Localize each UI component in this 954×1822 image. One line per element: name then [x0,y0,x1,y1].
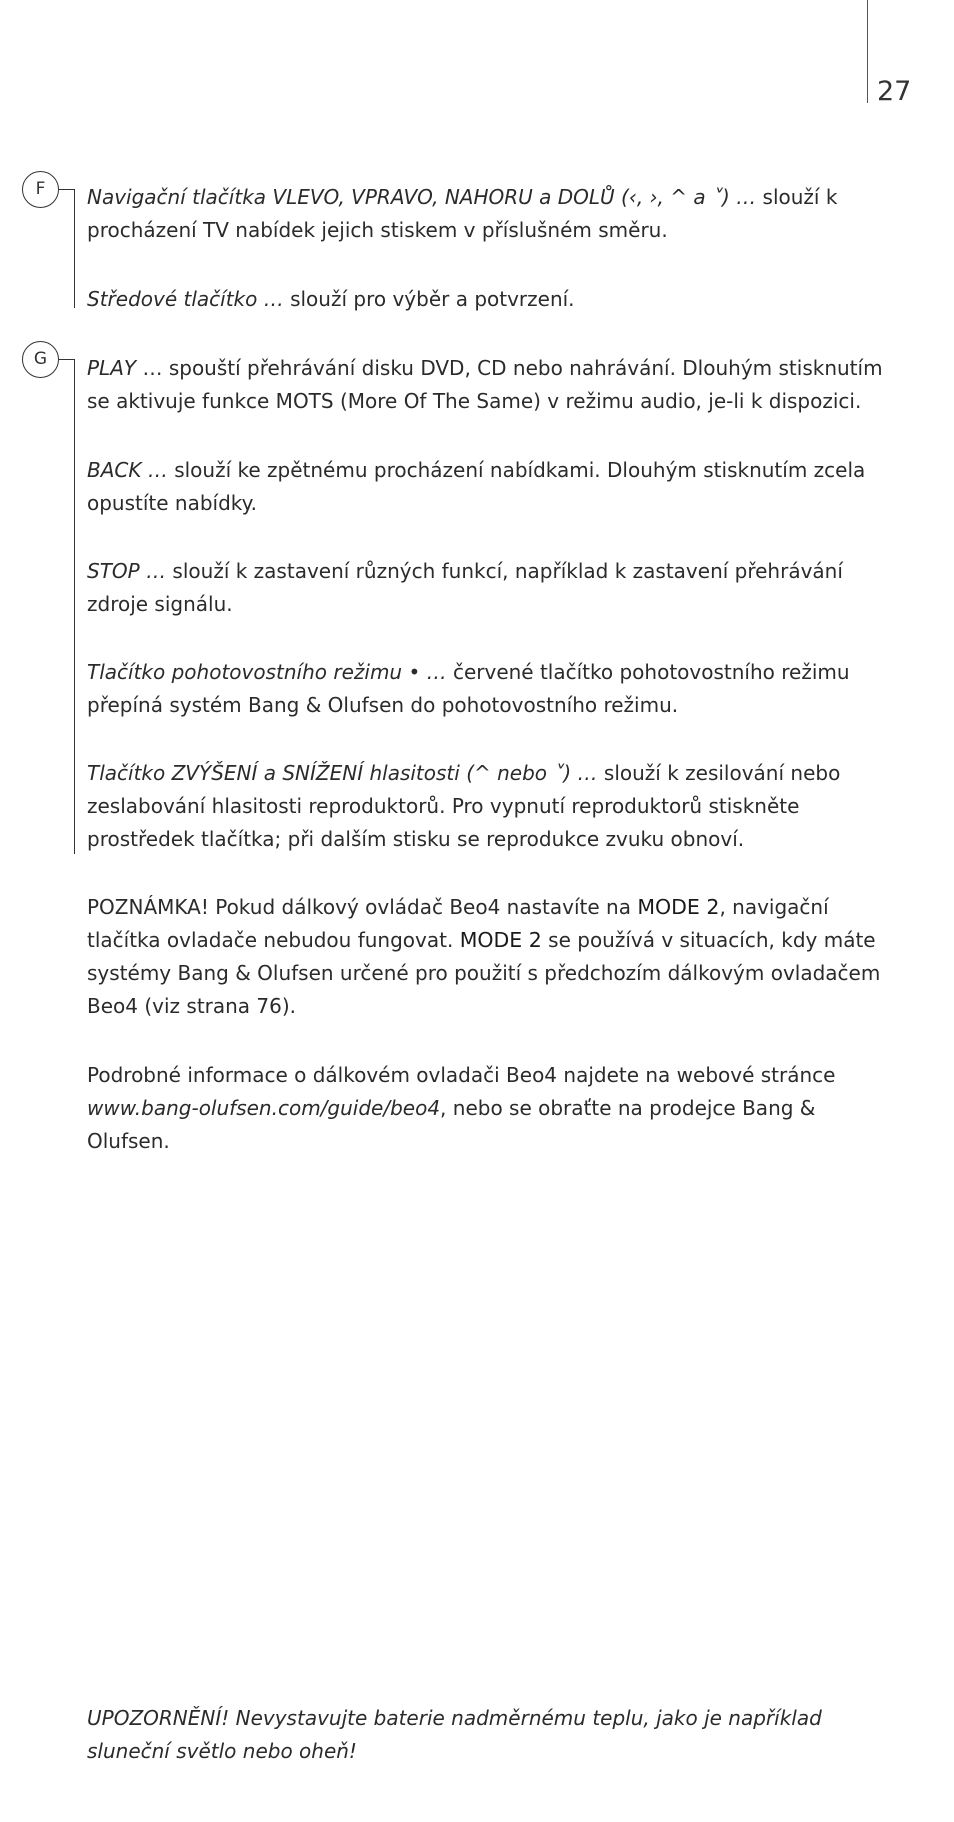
paragraph-volume [87,757,887,856]
bracket-g-vertical [74,359,75,854]
paragraph-warning [87,1702,887,1768]
note-mode-1: MODE 2 [637,895,720,919]
desc-stop: slouží k zastavení různých funkcí, například k zastavení přehrávání zdroje signálu. [87,559,843,616]
note-text-2: , navigační tlačítka ovladače nebudou fungovat. [87,895,829,952]
bracket-g-top [59,359,75,360]
term-play: PLAY [87,356,137,380]
desc-back: slouží ke zpětnému procházení nabídkami. Dlouhým stisknutím zcela opustíte nabídky. [87,458,866,515]
note-text-3: se používá v situacích, kdy máte systémy Bang & Olufsen určené pro použití s předchozím dálkovým ovladačem Beo4 (viz strana 76). [87,928,881,1018]
desc-volume: slouží k zesilování nebo zeslabování hlasitosti reproduktorů. Pro vypnutí reproduktorů stiskněte prostředek tlačítka; při dalším stisku se reprodukce zvuku obnoví. [87,761,841,851]
desc-navigation-buttons: slouží k procházení TV nabídek jejich stiskem v příslušném směru. [87,185,838,242]
desc-play: … spouští přehrávání disku DVD, CD nebo nahrávání. Dlouhým stisknutím se aktivuje funkce MOTS (More Of The Same) v režimu audio, je-li k dispozici. [87,356,883,413]
term-stop: STOP … [87,559,167,583]
paragraph-navigation-buttons [87,181,887,247]
paragraph-standby [87,656,887,722]
info-text-1: Podrobné informace o dálkovém ovladači Beo4 najdete na webové stránce [87,1063,836,1087]
paragraph-stop [87,555,887,621]
paragraph-info [87,1059,887,1158]
paragraph-center-button [87,283,887,316]
desc-standby: červené tlačítko pohotovostního režimu přepíná systém Bang & Olufsen do pohotovostního režimu. [87,660,850,717]
term-navigation-buttons: Navigační tlačítka VLEVO, VPRAVO, NAHORU a DOLŮ (‹, ›, ^ a ˅) … [87,185,757,209]
info-url: www.bang-olufsen.com/guide/beo4 [87,1096,441,1120]
term-center-button: Středové tlačítko … [87,287,284,311]
term-back: BACK … [87,458,168,482]
note-text-1: POZNÁMKA! Pokud dálkový ovládač Beo4 nastavíte na [87,895,638,919]
note-mode-2: MODE 2 [459,928,542,952]
paragraph-note [87,891,887,1023]
term-standby: Tlačítko pohotovostního režimu • … [87,660,447,684]
bracket-f-top [59,189,75,190]
marker-f: F [22,171,59,208]
marker-g: G [22,341,59,378]
info-text-2: , nebo se obraťte na prodejce Bang & Olufsen. [87,1096,816,1153]
page-number-rule [867,0,868,103]
desc-center-button: slouží pro výběr a potvrzení. [283,287,575,311]
bracket-f-vertical [74,189,75,308]
page-number: 27 [877,76,912,107]
paragraph-back [87,454,887,520]
term-volume: Tlačítko ZVÝŠENÍ a SNÍŽENÍ hlasitosti (^ nebo ˅) … [87,761,598,785]
warning-text: UPOZORNĚNÍ! Nevystavujte baterie nadměrnému teplu, jako je například sluneční světlo nebo oheň! [87,1706,822,1763]
paragraph-play [87,352,887,418]
